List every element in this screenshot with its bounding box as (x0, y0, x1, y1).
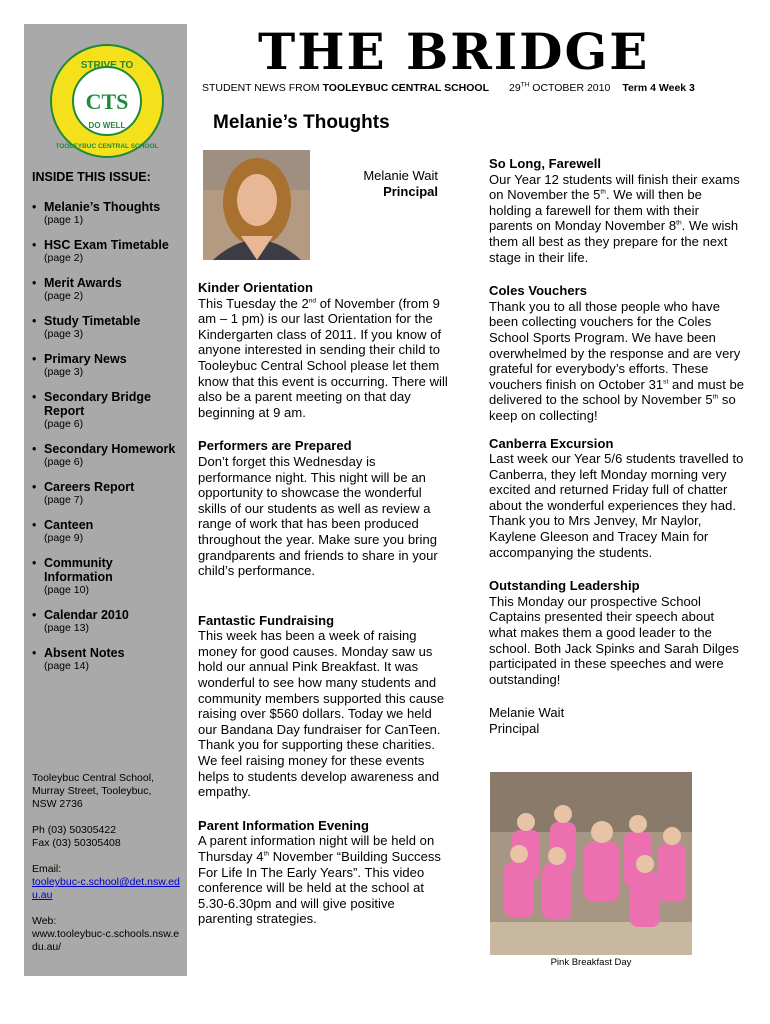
contents-item: • HSC Exam Timetable (page 2) (32, 238, 182, 265)
contents-item: • Secondary Homework (page 6) (32, 442, 182, 469)
logo-monogram: CTS (85, 89, 129, 114)
principal-photo (203, 150, 310, 260)
leadership-article: Outstanding Leadership This Monday our prospective School Captains presented their speech about what makes them a good leader to the school. Both Jack Spinks and Sarah Dilges participated in these speeches and were outstanding! (489, 578, 739, 687)
subtitle: STUDENT NEWS FROM TOOLEYBUC CENTRAL SCHOOL (202, 82, 490, 94)
contents-item: • Calendar 2010 (page 13) (32, 608, 182, 635)
contents-item: • Melanie’s Thoughts (page 1) (32, 200, 182, 227)
sidebar (24, 24, 187, 976)
term-week: Term 4 Week 3 (622, 82, 695, 94)
contents-item: • Secondary Bridge Report (page 6) (32, 390, 182, 431)
phone-numbers: Ph (03) 50305422 Fax (03) 50305408 (32, 824, 121, 849)
logo-top-text: STRIVE TO (80, 60, 134, 71)
contents-item: • Community Information (page 10) (32, 556, 182, 597)
fundraising-article: Fantastic Fundraising This week has been a week of raising money for good causes. Monday saw us hold our annual Pink Breakfast. It was wonderful to see how many students and community members supported this cause raising over $560 dollars. Today we held our Bandana Day fundraiser for CanTeen. Thank you for supporting these charities. We feel raising money for these events helps to students develop awareness and empathy. (198, 612, 445, 800)
principal-byline: Melanie Wait Principal (363, 168, 438, 199)
masthead-subline (202, 82, 747, 94)
inside-issue-title: INSIDE THIS ISSUE: (32, 170, 151, 184)
school-address: Tooleybuc Central School, Murray Street, Tooleybuc, NSW 2736 (32, 772, 154, 810)
right-column (489, 156, 745, 737)
parent-info-article: Parent Information Evening A parent information night will be held on Thursday 4th November “Building Success For Life In The Early Years”. This video conference will be held at the school at 5.30-6.30pm and will give positive parenting strategies. (198, 817, 441, 927)
contact-details (32, 772, 184, 967)
issue-date: 29TH OCTOBER 2010 (509, 81, 611, 94)
logo-mid-text: DO WELL (88, 121, 126, 130)
newsletter-title: THE BRIDGE (258, 22, 650, 81)
coles-vouchers-article: Coles Vouchers Thank you to all those people who have been collecting vouchers for the Coles School Sports Program. We have been overwhelmed by the response and are very grateful for everybody’s efforts. These vouchers finish on October 31st and must be delivered to the school by November 5th so keep on collecting! (489, 283, 745, 423)
photo-caption: Pink Breakfast Day (550, 957, 632, 968)
signoff: Melanie Wait Principal (489, 705, 565, 736)
canberra-excursion-article: Canberra Excursion Last week our Year 5/6 students travelled to Canberra, they left Monday morning very excited and returned Friday full of chatter about the wonderful experiences they had. Thank you to Mrs Jenvey, Mr Naylor, Kaylene Gleeson and Tracey Main for accompanying the students. (489, 435, 744, 560)
middle-column (198, 280, 448, 945)
school-logo (50, 44, 164, 158)
contents-item: • Study Timetable (page 3) (32, 314, 182, 341)
contents-item: • Absent Notes (page 14) (32, 646, 182, 673)
contents-item: • Merit Awards (page 2) (32, 276, 182, 303)
pink-breakfast-photo (490, 772, 692, 955)
contents-item: • Canteen (page 9) (32, 518, 182, 545)
contents-list (32, 200, 182, 684)
web-address: www.tooleybuc-c.schools.nsw.edu.au/ (32, 928, 180, 953)
kinder-orientation-article: Kinder Orientation This Tuesday the 2nd of November (from 9 am – 1 pm) is our last Orientation for the Kindergarten class of 2011. If you know of anyone interested in sending their child to Tooleybuc Central School please let them know that this event is occurring. There will also be a parent meeting on that day beginning at 9 am. (198, 280, 448, 420)
logo-ring-text: TOOLEYBUC CENTRAL SCHOOL (55, 143, 159, 150)
email-block: Email: tooleybuc-c.school@det.nsw.edu.au (32, 863, 180, 901)
contents-item: • Careers Report (page 7) (32, 480, 182, 507)
contents-item: • Primary News (page 3) (32, 352, 182, 379)
farewell-article: So Long, Farewell Our Year 12 students will finish their exams on November the 5th. We will then be holding a farewell for them with their parents on Monday November 8th. We wish them all best as they prepare for the next stage in their life. (489, 156, 740, 265)
performers-article: Performers are Prepared Don’t forget this Wednesday is performance night. This night will be an opportunity to showcase the wonderful skills of our students as well as review a range of work that has been produced throughout the year. Make sure you bring grandparents and friends to share in your child’s performance. (198, 438, 438, 579)
web-block: Web: www.tooleybuc-c.schools.nsw.edu.au/ (32, 915, 180, 953)
email-link[interactable]: tooleybuc-c.school@det.nsw.edu.au (32, 876, 180, 901)
page-title: Melanie’s Thoughts (213, 112, 390, 133)
